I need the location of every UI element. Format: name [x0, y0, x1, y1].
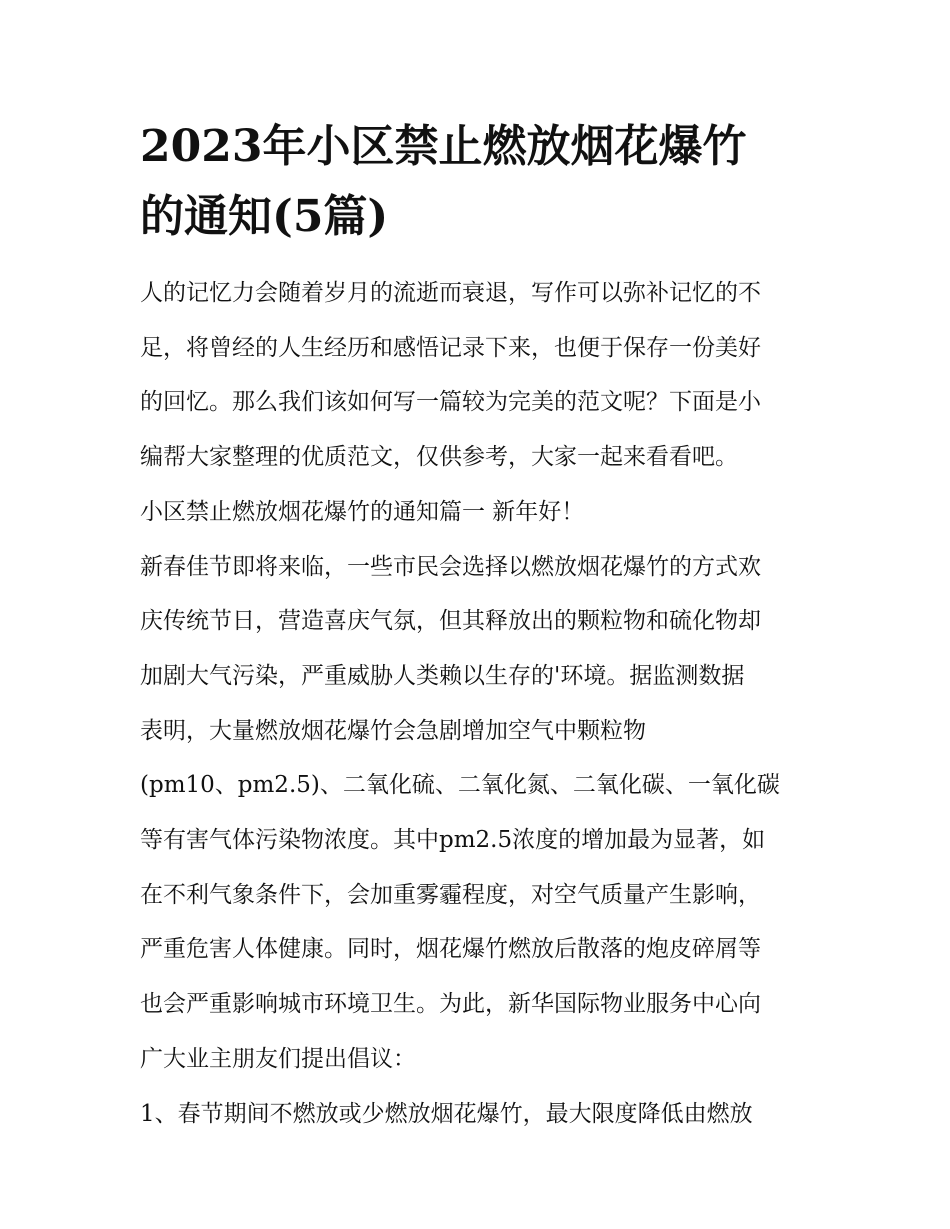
section-heading [140, 485, 812, 540]
body-line: 表明，大量燃放烟花爆竹会急剧增加空气中颗粒物 [140, 717, 646, 744]
body-line: 庆传统节日，营造喜庆气氛，但其释放出的颗粒物和硫化物却 [140, 608, 761, 635]
body-line: 新春佳节即将来临，一些市民会选择以燃放烟花爆竹的方式欢 [140, 553, 761, 580]
intro-line: 编帮大家整理的优质范文，仅供参考，大家一起来看看吧。 [140, 444, 738, 471]
document-content [140, 112, 812, 1141]
body-line: 也会严重影响城市环境卫生。为此，新华国际物业服务中心向 [140, 991, 761, 1018]
title-line: 2023年小区禁止燃放烟花爆竹 [140, 121, 747, 172]
body-line: 等有害气体污染物浓度。其中pm2.5浓度的增加最为显著，如 [140, 827, 766, 854]
intro-line: 的回忆。那么我们该如何写一篇较为完美的范文呢？下面是小 [140, 389, 761, 416]
list-item [140, 1087, 812, 1142]
section-heading-line: 小区禁止燃放烟花爆竹的通知篇一 新年好！ [140, 498, 585, 525]
list-item-line: 1、春节期间不燃放或少燃放烟花爆竹，最大限度降低由燃放 [140, 1100, 753, 1127]
body-line: 严重危害人体健康。同时，烟花爆竹燃放后散落的炮皮碎屑等 [140, 936, 761, 963]
body-line: 加剧大气污染，严重威胁人类赖以生存的'环境。据监测数据 [140, 662, 745, 689]
intro-paragraph [140, 266, 812, 485]
intro-line: 足，将曾经的人生经历和感悟记录下来，也便于保存一份美好 [140, 334, 761, 361]
body-line: 在不利气象条件下，会加重雾霾程度，对空气质量产生影响， [140, 881, 761, 908]
document-title [140, 112, 812, 252]
body-paragraph [140, 540, 812, 1087]
title-line: 的通知(5篇) [140, 191, 389, 242]
intro-line: 人的记忆力会随着岁月的流逝而衰退，写作可以弥补记忆的不 [140, 280, 761, 306]
body-line: (pm10、pm2.5)、二氧化硫、二氧化氮、二氧化碳、一氧化碳 [140, 772, 780, 799]
body-line: 广大业主朋友们提出倡议： [140, 1045, 416, 1072]
